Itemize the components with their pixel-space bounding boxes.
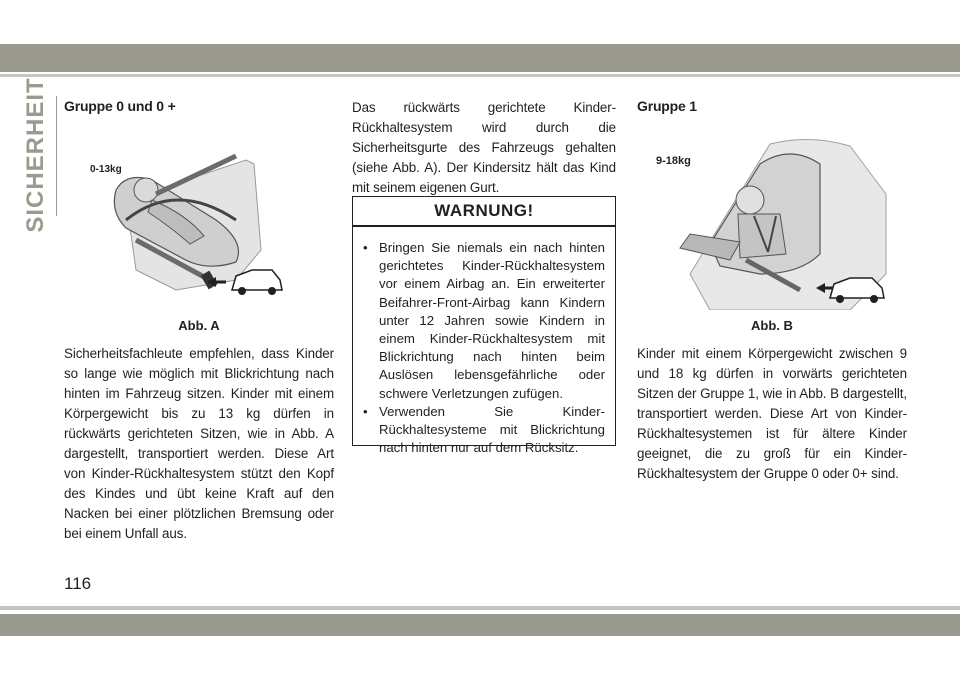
warning-list: [363, 239, 605, 457]
warning-title: WARNUNG!: [353, 197, 615, 227]
footer-rule: [0, 606, 960, 610]
child-head: [736, 186, 764, 214]
footer-band: [0, 614, 960, 636]
header-rule: [0, 74, 960, 77]
bullet: •: [363, 240, 368, 255]
page-number: 116: [64, 574, 92, 593]
section-tab-rule: [56, 96, 57, 216]
car-wheel-rear: [268, 287, 276, 295]
infant-head: [134, 178, 158, 202]
figure-b-illustration: [650, 134, 894, 310]
figure-a-caption: Abb. A: [178, 318, 220, 333]
warning-box: [352, 196, 616, 456]
heading-gruppe-1: Gruppe 1: [637, 98, 697, 114]
figure-a-illustration: [86, 150, 286, 316]
car-wheel-front: [238, 287, 246, 295]
section-tab: [18, 77, 54, 233]
heading-gruppe-0: Gruppe 0 und 0 +: [64, 98, 176, 114]
car-wheel-rear: [870, 295, 878, 303]
warning-item-text: Bringen Sie niemals ein nach hinten gerichtetes Kinder-Rückhaltesystem vor einem Airbag an. Ein erweiterter Beifahrer-Front-Airbag kann Kindern unter 12 Jahren sowie Kindern in einem Kinder-Rückhaltesystem mit Blickrichtung nach hinten beim Auslösen lebensgefährliche oder schwere Verletzungen zufügen.: [379, 240, 605, 401]
figure-a-weight-label: 0-13kg: [90, 164, 122, 175]
bullet: •: [363, 403, 368, 419]
car-wheel-front: [836, 295, 844, 303]
header-band: [0, 44, 960, 72]
figure-b-weight-label: 9-18kg: [656, 155, 691, 167]
col2-paragraph: Das rückwärts gerichtete Kinder-Rückhaltesystem wird durch die Sicherheitsgurte des Fahrzeugs gehalten (siehe Abb. A). Der Kindersitz hält das Kind mit seinem eigenen Gurt.: [352, 100, 616, 195]
col3-paragraph: Kinder mit einem Körpergewicht zwischen 9 und 18 kg dürfen in vorwärts gerichteten Sitzen der Gruppe 1, wie in Abb. B dargestellt, transportiert werden. Diese Art von Kinder-Rückhaltesystemen ist für ältere Kinder geeignet, die zu groß für ein Kinder-Rückhaltesystem der Gruppe 0 oder 0+ sind.: [637, 346, 907, 481]
col1-paragraph: Sicherheitsfachleute empfehlen, dass Kinder so lange wie möglich mit Blickrichtung nach hinten im Fahrzeug sitzen. Kinder mit einem Körpergewicht bis zu 13 kg dürfen in rückwärts gerichteten Sitzen, wie in Abb. A dargestellt, transportiert werden. Diese Art von Kinder-Rückhaltesystem stützt den Kopf des Kindes und übt keine Kraft auf den Nacken bei einer plötzlichen Bremsung oder bei einem Unfall aus.: [64, 346, 334, 541]
warning-item: [363, 239, 605, 403]
figure-b-caption: Abb. B: [751, 318, 793, 333]
warning-item: [363, 403, 605, 458]
warning-item-text: Verwenden Sie Kinder-Rückhaltesysteme mit Blickrichtung nach hinten nur auf dem Rücksitz.: [379, 403, 605, 456]
section-tab-label: SICHERHEIT: [22, 77, 49, 233]
